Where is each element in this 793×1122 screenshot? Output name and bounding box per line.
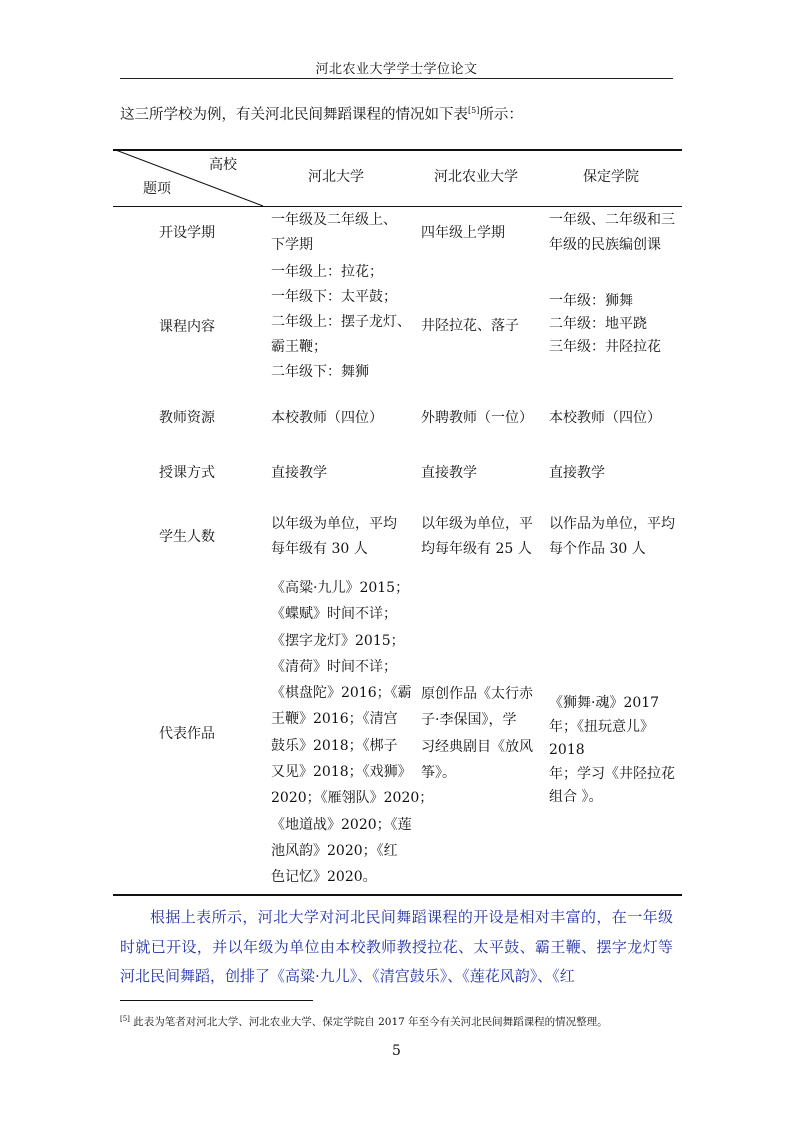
corner-label-schools: 高校 [209, 157, 237, 173]
header-rule [120, 78, 673, 79]
course-comparison-table [113, 149, 682, 896]
cell-line: 每年级有 30 人 [271, 541, 368, 557]
cell-students-baoding-university [549, 512, 675, 562]
cell-works-hebei-university [271, 575, 433, 891]
cell-line: 一年级：狮舞 [549, 293, 633, 309]
row-label-course-content: 课程内容 [159, 319, 215, 335]
row-label-semester: 开设学期 [159, 225, 215, 241]
cell-line: 又见》2018；《戏狮》 [271, 764, 412, 781]
footnote [120, 1014, 608, 1029]
cell-content-hebei-university [271, 260, 411, 385]
cell-line: 习经典剧目《放风 [421, 738, 533, 755]
cell-line: 王鞭》2016；《清宫 [271, 711, 398, 728]
footnote-text: 此表为笔者对河北大学、河北农业大学、保定学院自 2017 年至今有关河北民间舞蹈课程的情况整理。 [129, 1016, 608, 1028]
cell-line: 《棋盘陀》2016；《霸 [271, 685, 412, 702]
cell-line: 《狮舞·魂》2017 [549, 695, 660, 711]
cell-line: 《高粱·九儿》2015； [271, 580, 410, 596]
cell-line: 组合 》。 [549, 789, 603, 805]
footnote-ref: [5] [120, 1015, 130, 1023]
cell-semester-baoding-university [549, 208, 675, 258]
cell-line: 均每年级有 25 人 [421, 541, 532, 557]
cell-method-baoding-university: 直接教学 [549, 465, 605, 481]
cell-line: 筝》。 [421, 764, 456, 781]
cell-line: 一年级下：太平鼓； [271, 289, 397, 305]
cell-content-agricultural-university [421, 314, 519, 339]
cell-method-hebei-university: 直接教学 [271, 465, 327, 481]
cell-line: 以年级为单位，平均 [271, 516, 397, 532]
page-number: 5 [392, 1043, 401, 1059]
cell-line: 《地道战》2020；《莲 [271, 816, 412, 833]
column-header-baoding-university: 保定学院 [583, 169, 639, 185]
running-header: 河北农业大学学士学位论文 [315, 62, 478, 77]
footnote-rule [120, 1000, 313, 1001]
cell-line: 二年级下：舞狮 [271, 364, 369, 380]
cell-line: 池风韵》2020；《红 [271, 842, 398, 859]
row-label-teachers: 教师资源 [159, 410, 215, 426]
cell-line: 二年级：地平跷 [549, 316, 647, 332]
cell-line: 年级的民族编创课 [549, 237, 661, 253]
cell-line: 二年级上：摆子龙灯、 [271, 314, 411, 330]
intro-text-after: 所示： [479, 107, 523, 123]
table-bottom-rule [113, 894, 682, 896]
cell-line: 年；《扭玩意儿》2018 [549, 718, 654, 758]
column-header-hebei-agricultural-university: 河北农业大学 [434, 169, 518, 185]
cell-teachers-baoding-university: 本校教师（四位） [549, 410, 661, 426]
analysis-paragraph: 根据上表所示，河北大学对河北民间舞蹈课程的开设是相对丰富的，在一年级时就已开设，并以年级为单位由本校教师教授拉花、太平鼓、霸王鞭、摆字龙灯等河北民间舞蹈，创排了《高粱·九儿》、《清宫鼓乐》、《莲花风韵》、《红 [120, 908, 673, 985]
table-header-rule [113, 206, 682, 207]
cell-line: 2020；《雁翎队》2020； [271, 790, 434, 807]
cell-line: 四年级上学期 [421, 225, 505, 241]
cell-line: 一年级、二年级和三 [549, 212, 675, 228]
cell-works-agricultural-university [421, 681, 533, 786]
corner-label-items: 题项 [143, 181, 171, 197]
cell-line: 色记忆》2020。 [271, 869, 377, 886]
cell-line: 一年级及二年级上、 [271, 212, 397, 228]
cell-method-agricultural-university: 直接教学 [421, 465, 477, 481]
cell-line: 鼓乐》2018；《梆子 [271, 737, 398, 754]
cell-line: 一年级上：拉花； [271, 264, 383, 280]
column-header-hebei-university: 河北大学 [308, 169, 364, 185]
cell-works-baoding-university [549, 692, 682, 810]
cell-teachers-agricultural-university: 外聘教师（一位） [421, 410, 533, 426]
cell-line: 井陉拉花、落子 [421, 318, 519, 334]
cell-line: 子·李保国》，学 [421, 712, 517, 729]
cell-line: 每个作品 30 人 [549, 541, 646, 557]
cell-line: 以年级为单位，平 [421, 516, 533, 532]
cell-line: 以作品为单位，平均 [549, 516, 675, 532]
intro-sentence [120, 103, 523, 124]
cell-line: 原创作品《太行赤 [421, 686, 533, 702]
intro-citation-ref: [5] [468, 106, 480, 115]
cell-semester-hebei-university [271, 208, 397, 258]
cell-semester-agricultural-university [421, 221, 505, 246]
cell-line: 下学期 [271, 237, 313, 253]
row-label-student-count: 学生人数 [159, 529, 215, 545]
cell-teachers-hebei-university: 本校教师（四位） [271, 410, 383, 426]
intro-text-before: 这三所学校为例，有关河北民间舞蹈课程的情况如下表 [120, 107, 468, 123]
cell-line: 年；学习《井陉拉花 [549, 765, 675, 782]
row-label-teaching-method: 授课方式 [159, 465, 215, 481]
row-label-representative-works: 代表作品 [159, 726, 215, 742]
header-diagonal-line [113, 149, 273, 209]
cell-line: 三年级：井陉拉花 [549, 339, 661, 355]
cell-line: 霸王鞭； [271, 339, 327, 355]
cell-students-agricultural-university [421, 512, 533, 562]
cell-line: 《摆字龙灯》2015； [271, 632, 405, 649]
cell-students-hebei-university [271, 512, 397, 562]
cell-line: 《蝶赋》时间不详； [271, 606, 397, 623]
cell-line: 《清荷》时间不详； [271, 658, 397, 675]
cell-content-baoding-university [549, 290, 661, 359]
